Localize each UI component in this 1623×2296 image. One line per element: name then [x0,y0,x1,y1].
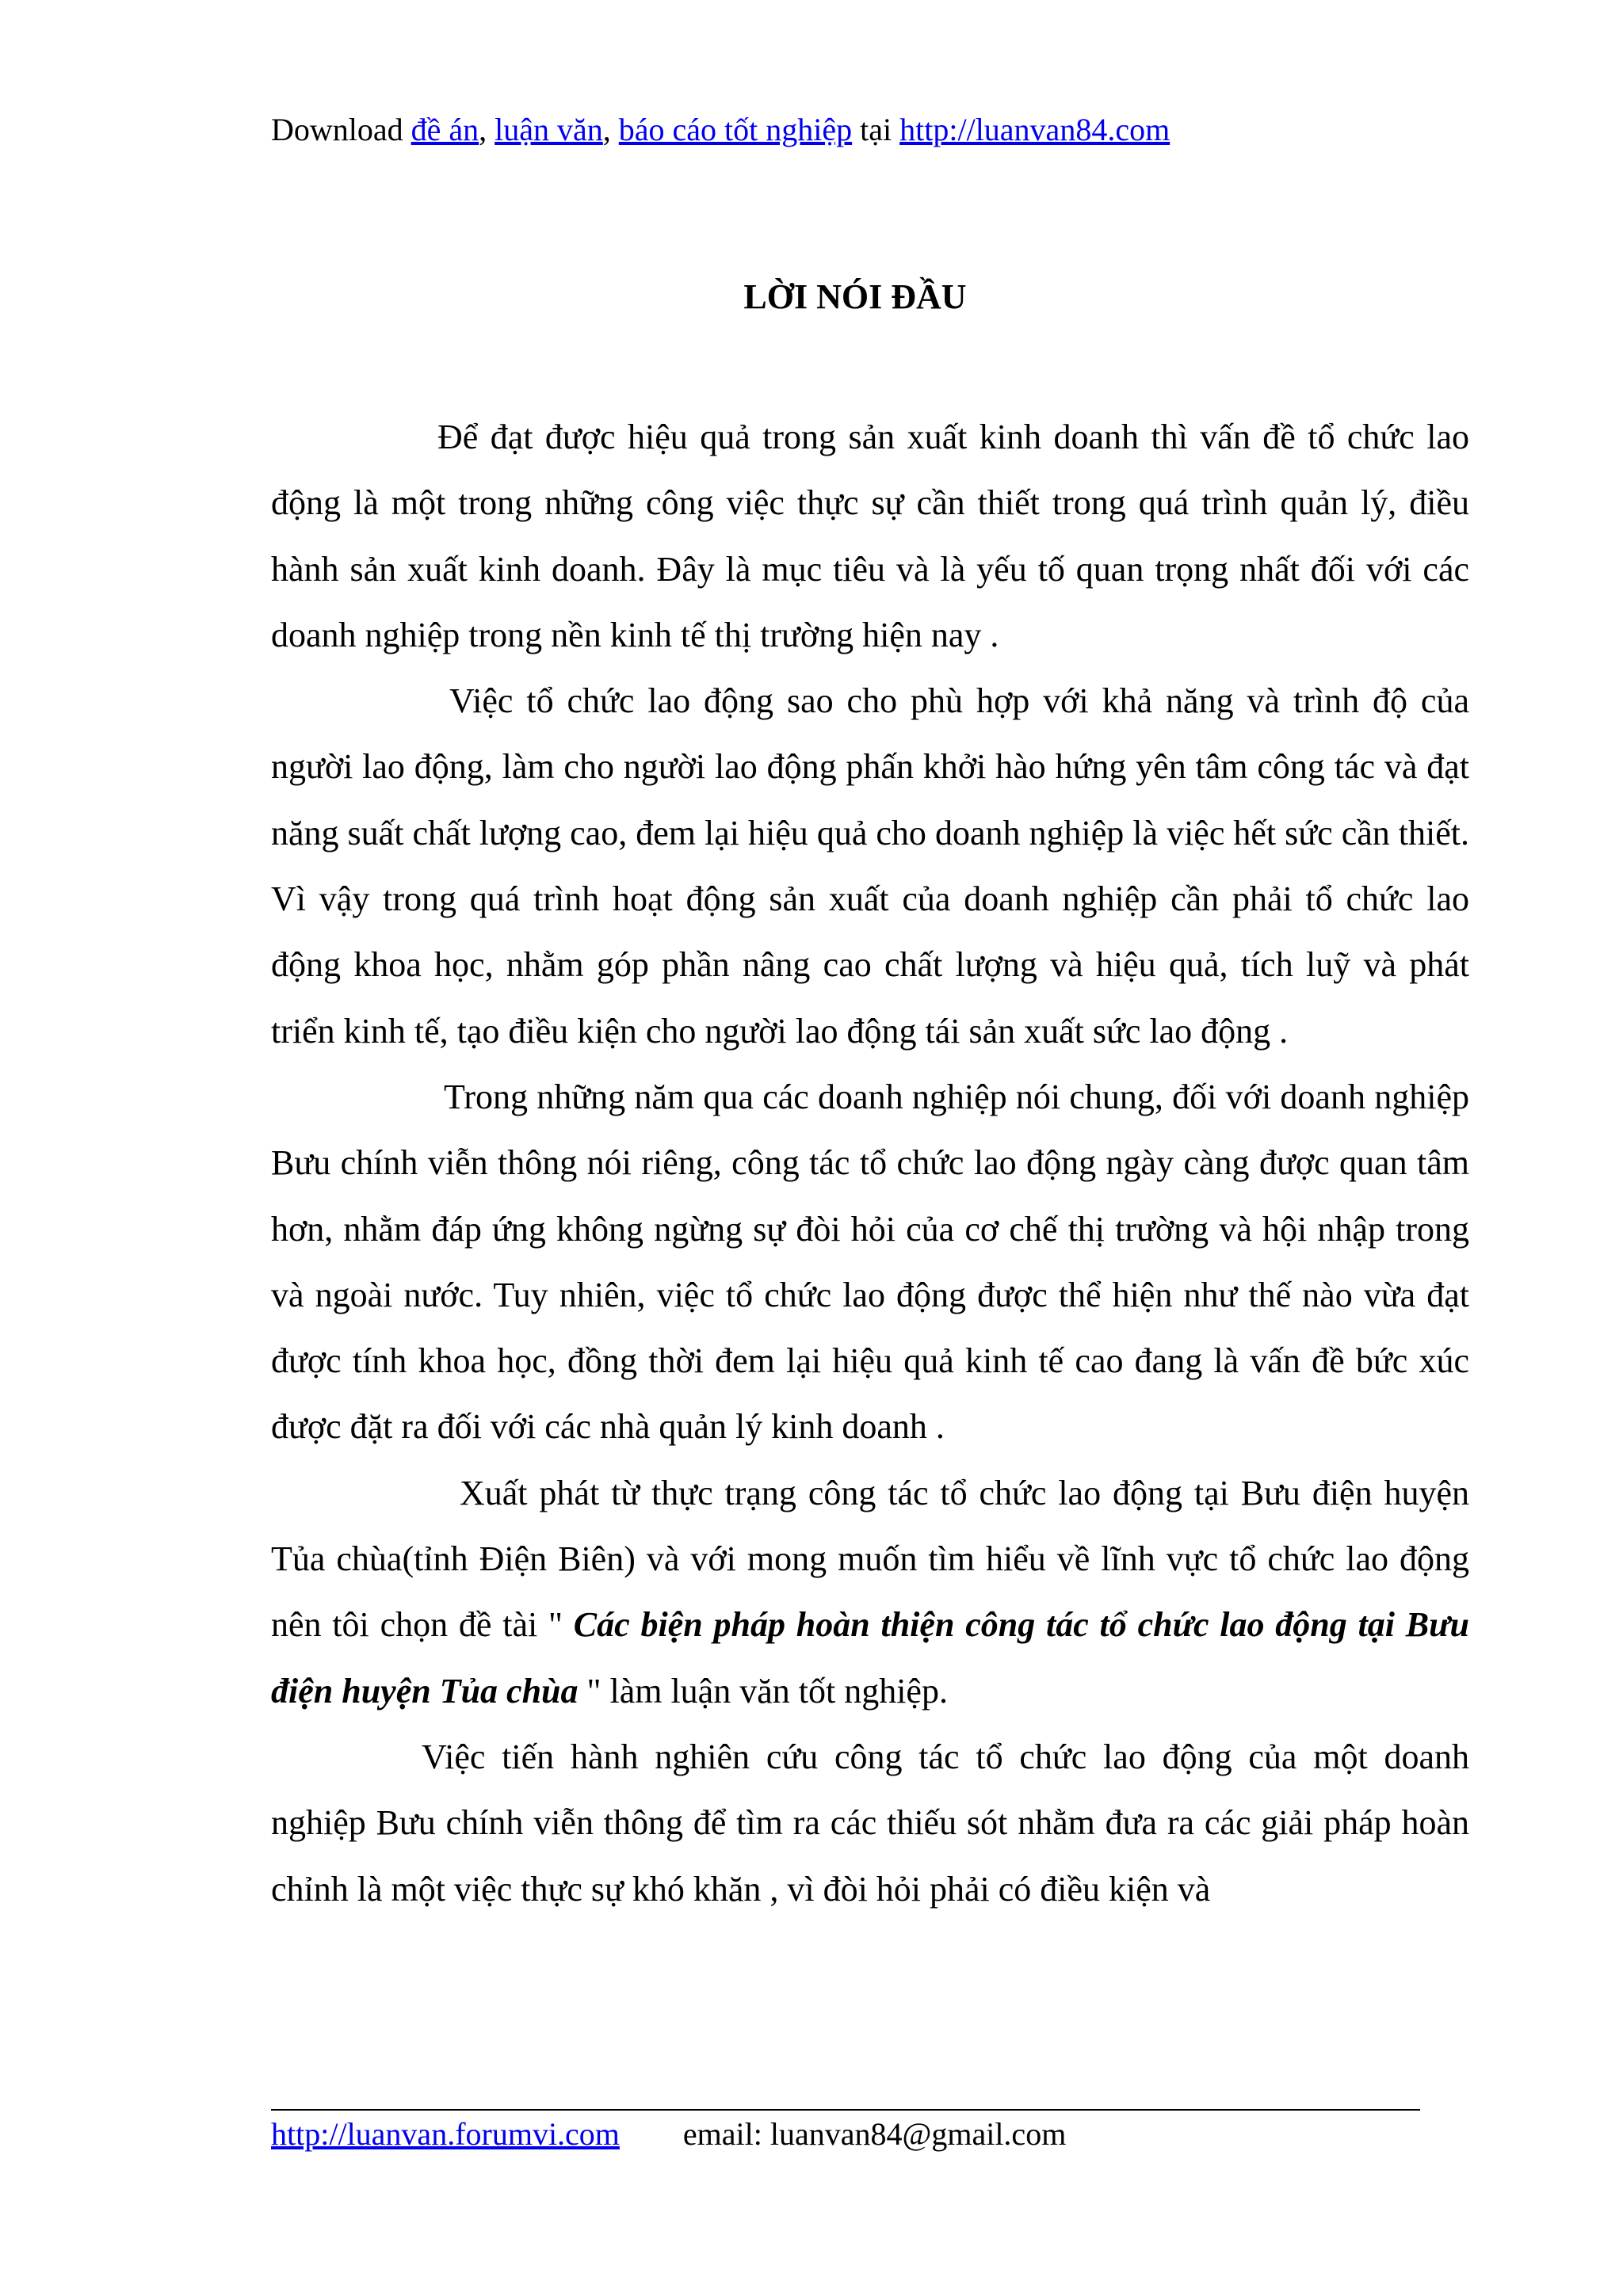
paragraph-4-end: " làm luận văn tốt nghiệp. [578,1671,948,1711]
link-bao-cao-tot-nghiep[interactable]: báo cáo tốt nghiệp [618,112,853,147]
download-label: Download [271,112,411,147]
paragraph-2: Việc tổ chức lao động sao cho phù hợp với khả năng và trình độ của người lao động, làm cho người lao động phấn khởi hào hứng yên tâm công tác và đạt năng suất chất lượng cao, đem lại hiệu quả cho doanh nghiệp là việc hết sức cần thiết. Vì vậy trong quá trình hoạt động sản xuất của doanh nghiệp cần phải tổ chức lao động khoa học, nhằm góp phần nâng cao chất lượng và hiệu quả, tích luỹ và phát triển kinh tế, tạo điều kiện cho người lao động tái sản xuất sức lao động . [271,681,1469,1051]
page-footer [271,2112,1066,2157]
link-de-an[interactable]: đề án [411,112,479,147]
footer-divider [271,2109,1420,2111]
link-luan-van[interactable]: luận văn [495,112,603,147]
thesis-title-emphasis: Các biện pháp hoàn thiện công tác tổ chức lao động tại Bưu điện huyện Tủa chùa [271,1605,1469,1711]
document-body [271,404,1469,1922]
page-title: LỜI NÓI ĐẦU [743,277,967,316]
footer-email: email: luanvan84@gmail.com [682,2116,1067,2152]
paragraph-4-start: Xuất phát từ thực trạng công tác tổ chức lao động tại Bưu điện huyện Tủa chùa(tỉnh Điện Biên) và với mong muốn tìm hiểu về lĩnh vực tổ chức lao động nên tôi chọn đề tài " [271,1473,1469,1645]
paragraph-3: Trong những năm qua các doanh nghiệp nói chung, đối với doanh nghiệp Bưu chính viễn thông nói riêng, công tác tổ chức lao động ngày càng được quan tâm hơn, nhằm đáp ứng không ngừng sự đòi hỏi của cơ chế thị trường và hội nhập trong và ngoài nước. Tuy nhiên, việc tổ chức lao động được thể hiện như thế nào vừa đạt được tính khoa học, đồng thời đem lại hiệu quả kinh tế cao đang là vấn đề bức xúc được đặt ra đối với các nhà quản lý kinh doanh . [271,1077,1469,1447]
separator: , [479,112,495,147]
download-header [271,108,1170,152]
paragraph-1: Để đạt được hiệu quả trong sản xuất kinh doanh thì vấn đề tổ chức lao động là một trong những công việc thực sự cần thiết trong quá trình quản lý, điều hành sản xuất kinh doanh. Đây là mục tiêu và là yếu tố quan trọng nhất đối với các doanh nghiệp trong nền kinh tế thị trường hiện nay . [271,418,1469,654]
paragraph-4 [271,1460,1469,1724]
link-forum[interactable]: http://luanvan.forumvi.com [271,2116,620,2152]
paragraph-5: Việc tiến hành nghiên cứu công tác tổ chức lao động của một doanh nghiệp Bưu chính viễn thông để tìm ra các thiếu sót nhằm đưa ra các giải pháp hoàn chỉnh là một việc thực sự khó khăn , vì đòi hỏi phải có điều kiện và [271,1737,1469,1909]
link-luanvan84-site[interactable]: http://luanvan84.com [899,112,1170,147]
tai-label: tại [852,112,900,147]
separator: , [602,112,619,147]
